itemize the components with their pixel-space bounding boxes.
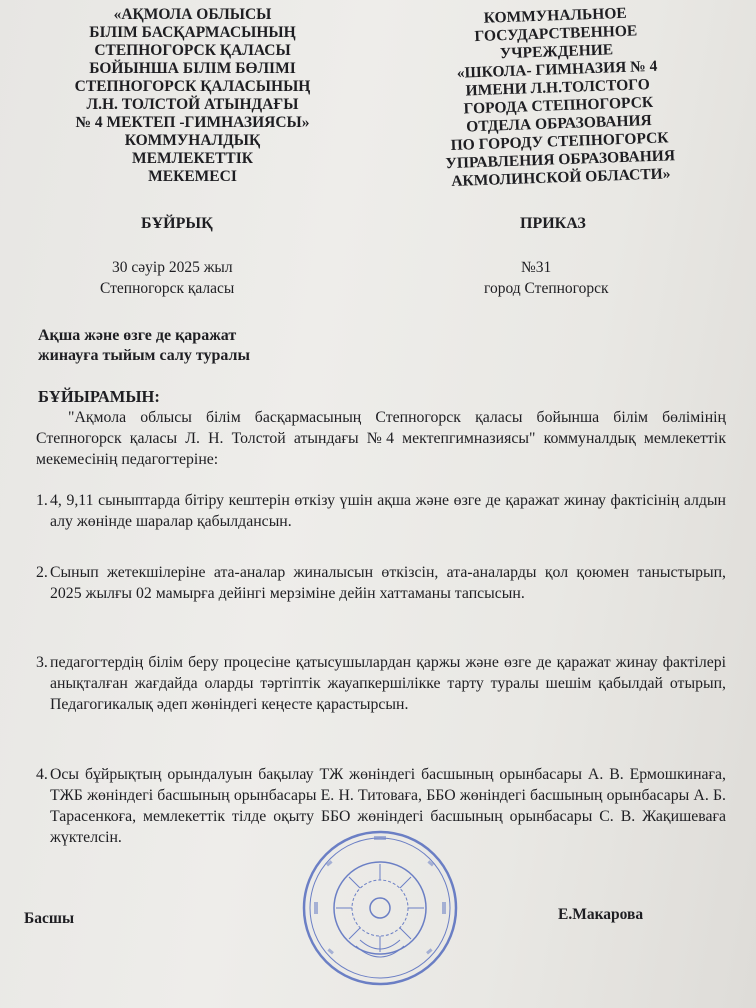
header-line: № 4 МЕКТЕП -ГИМНАЗИЯСЫ» bbox=[75, 114, 310, 131]
header-line: Л.Н. ТОЛСТОЙ АТЫНДАҒЫ bbox=[86, 96, 299, 113]
item-number: 2. bbox=[36, 564, 48, 581]
item-text: педагогтердің білім беру процесіне қатысушылардан қаржы және өзге де қаражат жинау фактілері анықталған жағдайда оларды тәртіптік жауапкершілікке тарту туралы шешім қабылдай отырып, Педагогикалық әдеп жөніндегі кеңесте қарастырсын. bbox=[50, 654, 726, 713]
header-line: СТЕПНОГОРСК ҚАЛАСЫ bbox=[94, 42, 291, 59]
header-left-kz bbox=[60, 6, 325, 186]
header-line: СТЕПНОГОРСК ҚАЛАСЫНЫҢ bbox=[74, 78, 311, 95]
header-line: ПО ГОРОДУ СТЕПНОГОРСК bbox=[450, 129, 669, 155]
header-right-ru bbox=[420, 3, 696, 192]
official-seal-stamp bbox=[300, 828, 460, 988]
header-line: АКМОЛИНСКОЙ ОБЛАСТИ» bbox=[450, 165, 671, 191]
item-number: 3. bbox=[36, 654, 48, 671]
header-line: МЕКЕМЕСІ bbox=[148, 168, 237, 185]
header-line: БОЙЫНША БІЛІМ БӨЛІМІ bbox=[89, 60, 296, 77]
header-line: УПРАВЛЕНИЯ ОБРАЗОВАНИЯ bbox=[445, 147, 676, 173]
place-kz: Степногорск қаласы bbox=[100, 280, 235, 297]
signature-name: Е.Макарова bbox=[558, 906, 644, 923]
header-line: КОММУНАЛЬНОЕ bbox=[483, 4, 627, 27]
place-ru: город Степногорск bbox=[484, 280, 609, 297]
order-word: БҰЙЫРАМЫН: bbox=[38, 387, 160, 406]
list-item bbox=[36, 652, 726, 715]
header-line: ИМЕНИ Л.Н.ТОЛСТОГО bbox=[465, 76, 651, 100]
order-subject bbox=[38, 326, 250, 366]
header-line: ГОРОДА СТЕПНОГОРСК bbox=[463, 93, 654, 118]
header-line: «ШКОЛА- ГИМНАЗИЯ № 4 bbox=[456, 57, 658, 82]
header-line: ОТДЕЛА ОБРАЗОВАНИЯ bbox=[465, 111, 652, 136]
item-number: 1. bbox=[36, 492, 48, 509]
title-kz: БҰЙРЫҚ bbox=[141, 215, 213, 232]
order-number: №31 bbox=[521, 259, 552, 276]
signature-title: Басшы bbox=[24, 910, 75, 927]
header-line: МЕМЛЕКЕТТІК bbox=[131, 150, 253, 167]
subject-line: Ақша және өзге де қаражат bbox=[38, 327, 237, 344]
header-line: «АҚМОЛА ОБЛЫСЫ bbox=[113, 6, 272, 23]
title-ru: ПРИКАЗ bbox=[520, 215, 586, 232]
date-kz: 30 сәуір 2025 жыл bbox=[112, 259, 233, 276]
item-text: Осы бұйрықтың орындалуын бақылау ТЖ жөніндегі басшының орынбасары А. В. Ермошкинаға, ТЖБ жөніндегі басшының орынбасары Е. Н. Титоваға, ББО жөніндегі басшының орынбасары А. Б. Тарасенкоға, мемлекеттік тілде оқыту ББО жөніндегі басшының орынбасары С. В. Жақишеваға жүктелсін. bbox=[50, 766, 726, 846]
item-number: 4. bbox=[36, 766, 48, 783]
header-line: ГОСУДАРСТВЕННОЕ bbox=[474, 22, 638, 46]
intro-text: "Ақмола облысы білім басқармасының Степногорск қаласы бойынша білім бөлімінің Степногорск қаласы Л. Н. Толстой атындағы №4 мектепгимназиясы" коммуналдық мемлекеттік мекемесінің педагогтеріне: bbox=[36, 409, 726, 468]
subject-line: жинауға тыйым салу туралы bbox=[38, 347, 251, 364]
header-line: КОММУНАЛДЫҚ bbox=[124, 132, 261, 149]
list-item bbox=[36, 562, 726, 604]
item-text: 4, 9,11 сыныптарда бітіру кештерін өткізу үшін ақша және өзге де қаражат жинау фактісінің алдын алу жөнінде шаралар қабылдансын. bbox=[50, 492, 726, 530]
intro-paragraph bbox=[36, 407, 726, 470]
header-line: УЧРЕЖДЕНИЕ bbox=[499, 41, 614, 63]
header-line: БІЛІМ БАСҚАРМАСЫНЫҢ bbox=[89, 24, 296, 41]
item-text: Сынып жетекшілеріне ата-аналар жиналысын өткізсін, ата-аналарды қол қоюмен таныстырып, 2025 жылғы 02 мамырға дейінгі мерзіміне дейін хаттаманы тапсысын. bbox=[50, 564, 726, 602]
list-item bbox=[36, 490, 726, 532]
